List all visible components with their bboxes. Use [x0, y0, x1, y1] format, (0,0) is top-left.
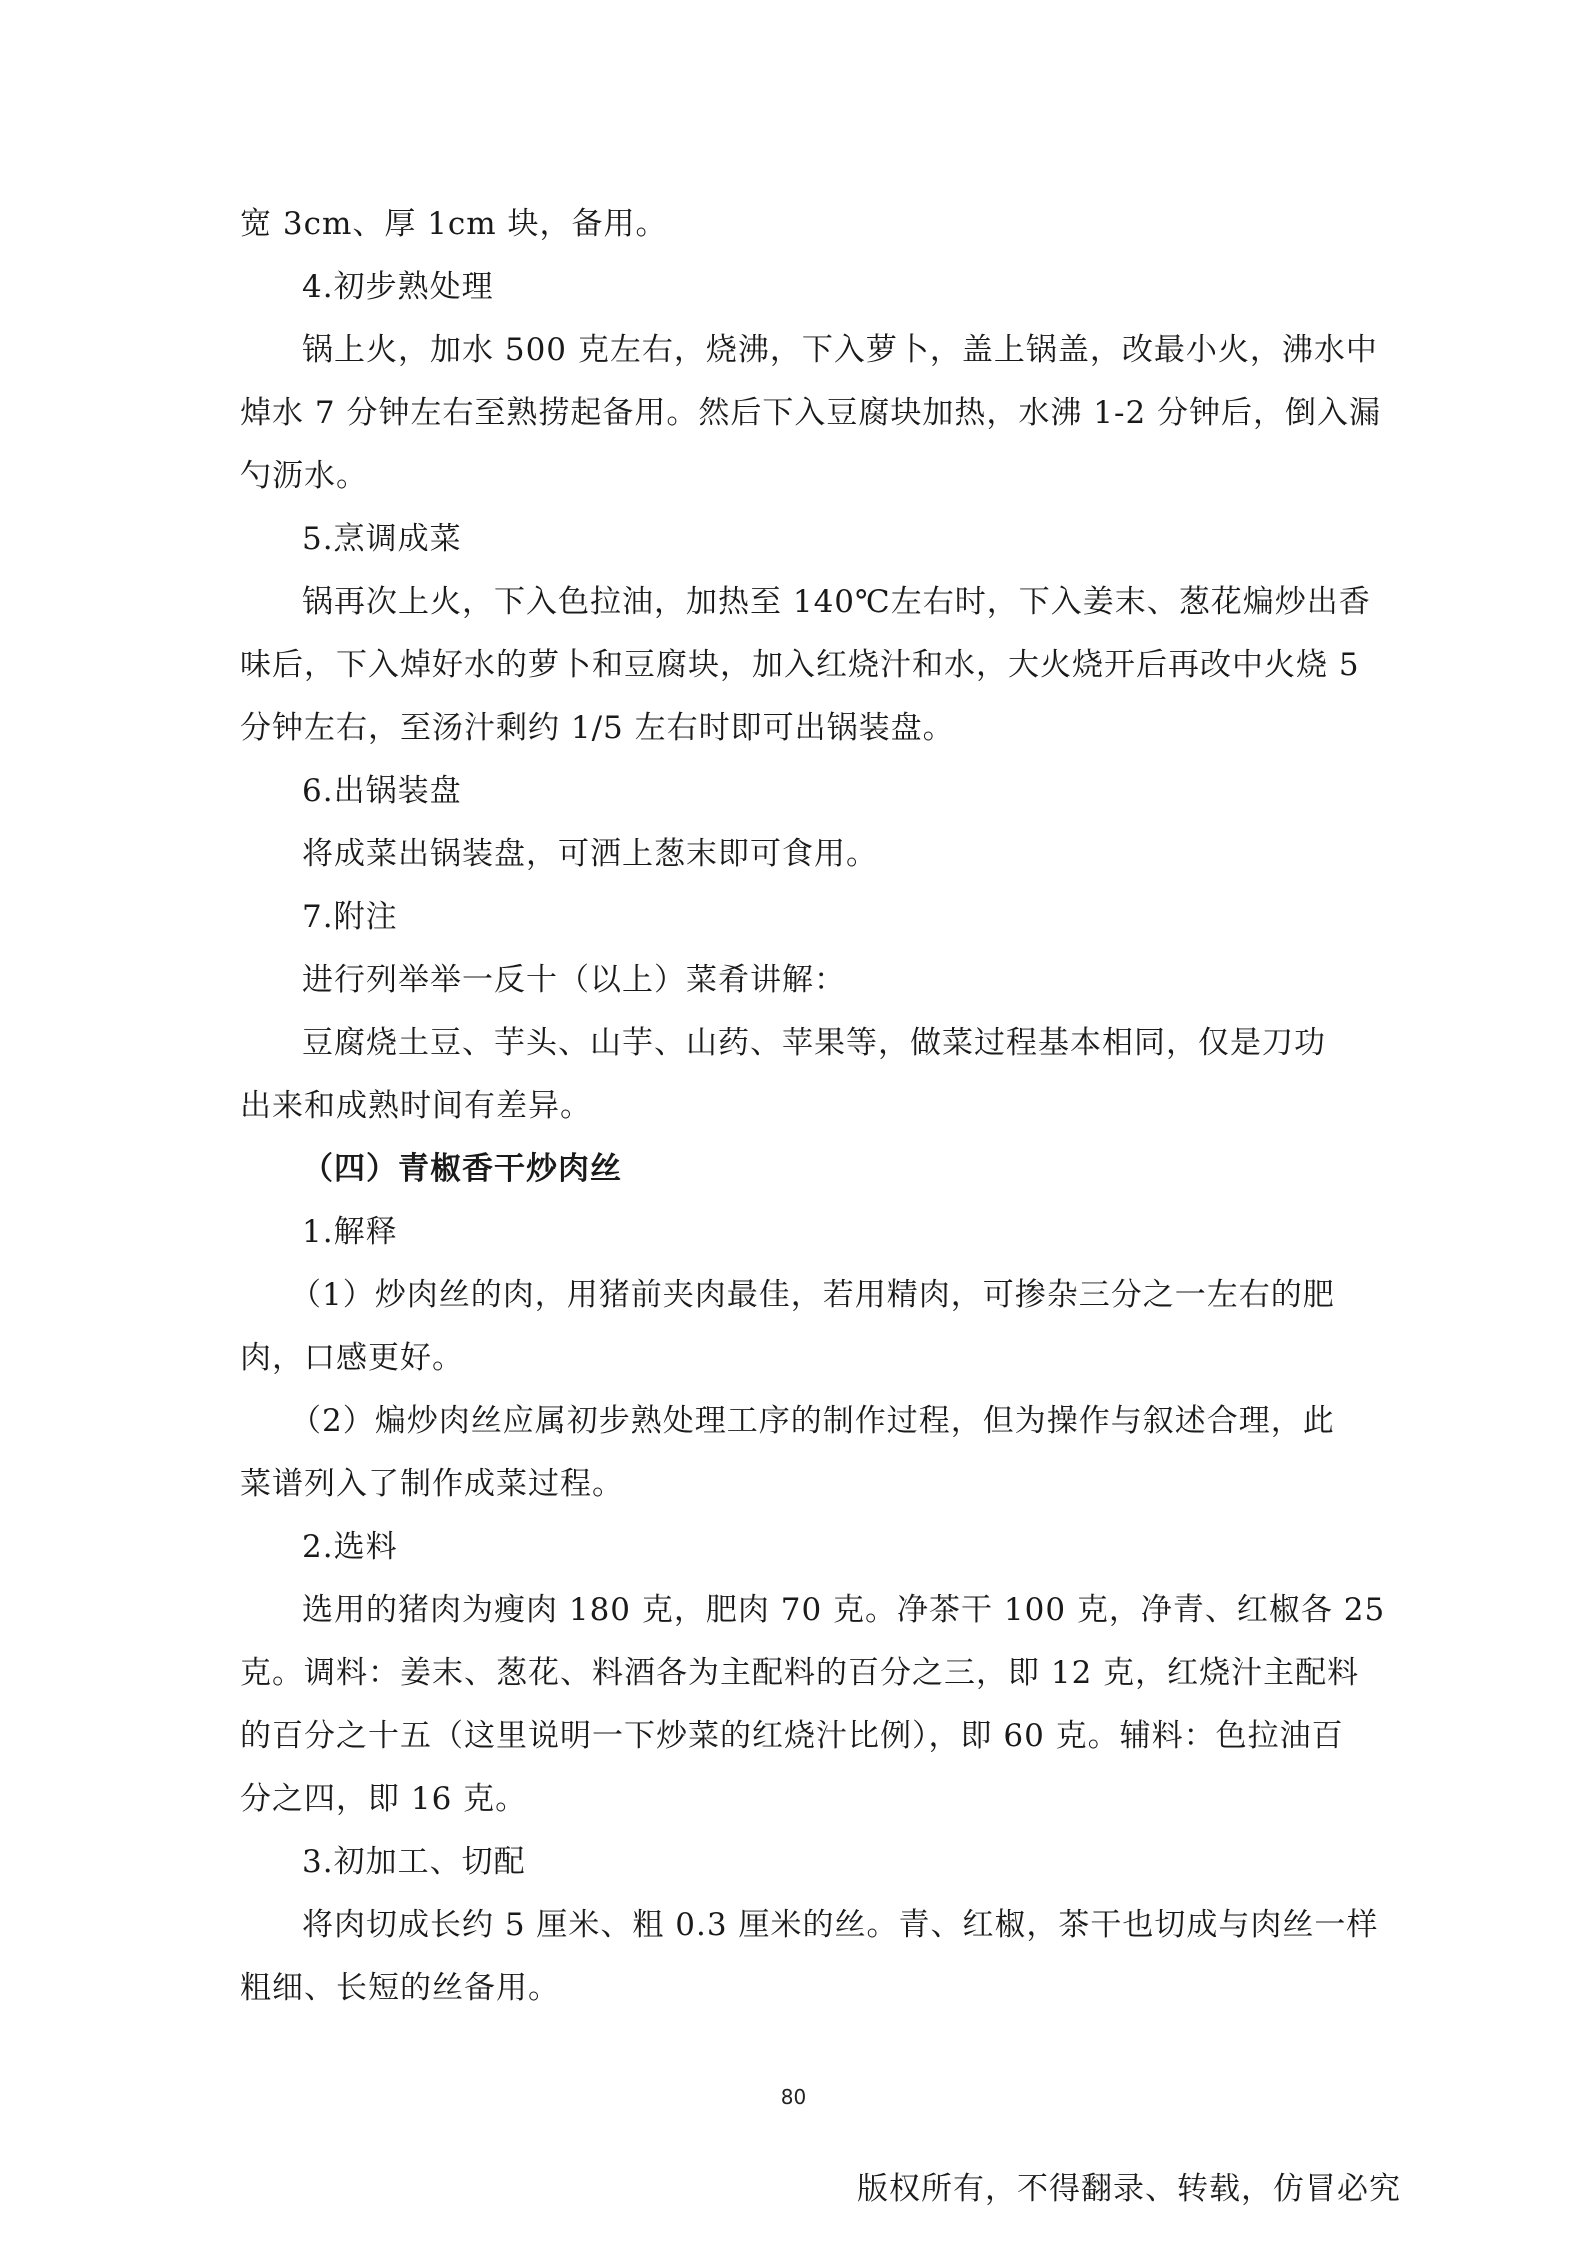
text-line: 豆腐烧土豆、芋头、山芋、山药、苹果等，做菜过程基本相同，仅是刀功 — [302, 1025, 1326, 1061]
text-line: 克。调料：姜末、葱花、料酒各为主配料的百分之三，即 12 克，红烧汁主配料 — [240, 1655, 1360, 1691]
text-line: 菜谱列入了制作成菜过程。 — [240, 1466, 624, 1502]
text-line: 宽 3cm、厚 1cm 块，备用。 — [240, 206, 668, 242]
text-line: 出来和成熟时间有差异。 — [240, 1088, 592, 1124]
page-number: 80 — [780, 2085, 807, 2109]
recipe-title: （四）青椒香干炒肉丝 — [302, 1151, 622, 1187]
section-heading: 3.初加工、切配 — [302, 1844, 526, 1880]
text-line: 进行列举举一反十（以上）菜肴讲解： — [302, 962, 846, 998]
text-line: 肉，口感更好。 — [240, 1340, 464, 1376]
text-line: 味后，下入焯好水的萝卜和豆腐块，加入红烧汁和水，大火烧开后再改中火烧 5 — [240, 647, 1360, 683]
text-line: 将肉切成长约 5 厘米、粗 0.3 厘米的丝。青、红椒，茶干也切成与肉丝一样 — [302, 1907, 1379, 1943]
section-heading: 2.选料 — [302, 1529, 398, 1565]
text-line: 粗细、长短的丝备用。 — [240, 1970, 560, 2006]
text-line: 分之四，即 16 克。 — [240, 1781, 528, 1817]
section-heading: 6.出锅装盘 — [302, 773, 462, 809]
section-heading: 1.解释 — [302, 1214, 398, 1250]
text-line: 将成菜出锅装盘，可洒上葱末即可食用。 — [302, 836, 878, 872]
text-line: 锅上火，加水 500 克左右，烧沸，下入萝卜，盖上锅盖，改最小火，沸水中 — [302, 332, 1378, 368]
text-line: （1）炒肉丝的肉，用猪前夹肉最佳，若用精肉，可掺杂三分之一左右的肥 — [290, 1277, 1335, 1313]
document-body — [240, 193, 1386, 2020]
copyright-notice: 版权所有，不得翻录、转载，仿冒必究 — [857, 2171, 1401, 2207]
text-line: 焯水 7 分钟左右至熟捞起备用。然后下入豆腐块加热，水沸 1-2 分钟后，倒入漏 — [240, 395, 1382, 431]
text-line: 分钟左右，至汤汁剩约 1/5 左右时即可出锅装盘。 — [240, 710, 955, 746]
section-heading: 4.初步熟处理 — [302, 269, 494, 305]
text-line: 勺沥水。 — [240, 458, 368, 494]
text-line: 选用的猪肉为瘦肉 180 克，肥肉 70 克。净茶干 100 克，净青、红椒各 25 — [302, 1592, 1386, 1628]
section-heading: 7.附注 — [302, 899, 398, 935]
text-line: 的百分之十五（这里说明一下炒菜的红烧汁比例），即 60 克。辅料：色拉油百 — [240, 1718, 1344, 1754]
text-line: （2）煸炒肉丝应属初步熟处理工序的制作过程，但为操作与叙述合理，此 — [290, 1403, 1335, 1439]
text-line: 锅再次上火，下入色拉油，加热至 140℃左右时，下入姜末、葱花煸炒出香 — [302, 584, 1371, 620]
section-heading: 5.烹调成菜 — [302, 521, 462, 557]
